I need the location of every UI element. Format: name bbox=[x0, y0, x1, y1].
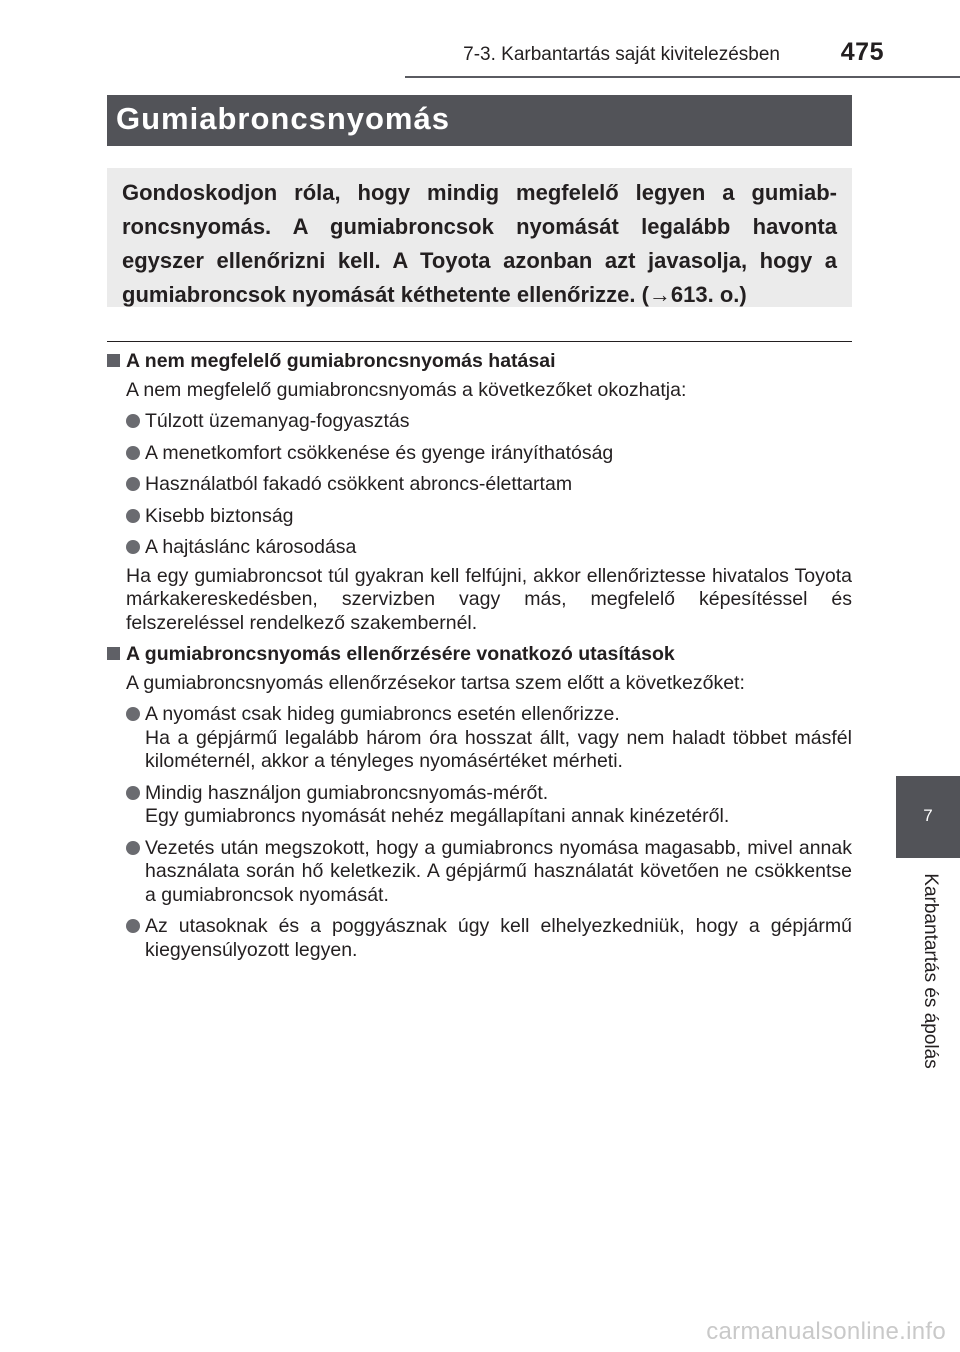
intro-text: Gondoskodjon róla, hogy mindig megfelelő legyen a gumiabroncsnyomás. A gumiabroncsok nyomását legalább havonta egyszer ellenőrizni kell. A Toyota azonban azt javasolja, hogy a gumiabroncsok nyomását kéthetente ellenőrizze. (→613. o.) bbox=[122, 180, 837, 307]
circle-bullet-icon bbox=[126, 841, 140, 855]
square-bullet-icon bbox=[107, 647, 120, 660]
content-divider bbox=[107, 341, 852, 342]
chapter-label: Karbantartás és ápolás bbox=[920, 873, 941, 1069]
chapter-number: 7 bbox=[923, 806, 933, 825]
list-item-detail: Ha a gépjármű legalább három óra hosszat állt, vagy nem haladt többet másfél kilométernél, akkor a tényleges nyomásértéket mérheti. bbox=[145, 726, 852, 772]
list-item-text: A nyomást csak hideg gumiabroncs esetén ellenőrizze. bbox=[145, 703, 620, 725]
section-lead: A gumiabroncsnyomás ellenőrzésekor tartsa szem előtt a következőket: bbox=[126, 671, 745, 694]
watermark: carmanualsonline.info bbox=[706, 1318, 946, 1345]
list-item bbox=[126, 442, 852, 466]
list-item bbox=[126, 837, 852, 908]
circle-bullet-icon bbox=[126, 446, 140, 460]
circle-bullet-icon bbox=[126, 707, 140, 721]
intro-box bbox=[107, 168, 852, 307]
list-item-text: A menetkomfort csökkenése és gyenge irányíthatóság bbox=[145, 441, 614, 464]
list-item-text: Az utasoknak és a poggyásznak úgy kell elhelyezkedniük, hogy a gépjármű kiegyensúlyozott legyen. bbox=[145, 915, 852, 961]
list-item-text: A hajtáslánc károsodása bbox=[145, 536, 357, 558]
page-number: 475 bbox=[840, 38, 884, 66]
list-item-text: Kisebb biztonság bbox=[145, 504, 294, 527]
list-item bbox=[126, 703, 852, 774]
list-item bbox=[126, 782, 852, 829]
list-item bbox=[126, 536, 852, 560]
section-title: 7-3. Karbantartás saját kivitelezésben bbox=[463, 44, 780, 65]
list-item-text: Mindig használjon gumiabroncsnyomás-mérőt. bbox=[145, 781, 549, 804]
circle-bullet-icon bbox=[126, 509, 140, 523]
page-title: Gumiabroncsnyomás bbox=[116, 101, 450, 136]
section-heading-text: A nem megfelelő gumiabroncsnyomás hatásai bbox=[126, 350, 556, 372]
list-item bbox=[126, 505, 852, 529]
square-bullet-icon bbox=[107, 354, 120, 367]
list-item-text: Használatból fakadó csökkent abroncs-élettartam bbox=[145, 473, 573, 495]
circle-bullet-icon bbox=[126, 414, 140, 428]
chapter-tab bbox=[896, 776, 960, 858]
circle-bullet-icon bbox=[126, 540, 140, 554]
header-rule bbox=[405, 76, 960, 78]
circle-bullet-icon bbox=[126, 477, 140, 491]
section-heading bbox=[107, 643, 852, 667]
section-lead: A nem megfelelő gumiabroncsnyomás a következőket okozhatja: bbox=[126, 378, 687, 401]
page-header bbox=[0, 0, 960, 80]
list-item bbox=[126, 473, 852, 497]
section-closing: Ha egy gumiabroncsot túl gyakran kell felfújni, akkor ellenőriztesse hivatalos Toyota márkakereskedésben, szervizben vagy más, megfelelő képesítéssel és felszereléssel rendelkező szakembernél. bbox=[126, 564, 852, 634]
section-heading-text: A gumiabroncsnyomás ellenőrzésére vonatkozó utasítások bbox=[126, 643, 675, 665]
list-item-detail: Egy gumiabroncs nyomását nehéz megállapítani annak kinézetéről. bbox=[145, 805, 730, 827]
title-bar bbox=[107, 95, 852, 146]
circle-bullet-icon bbox=[126, 919, 140, 933]
list-item-text: Túlzott üzemanyag-fogyasztás bbox=[145, 410, 410, 432]
content bbox=[107, 347, 852, 962]
list-item bbox=[126, 915, 852, 962]
circle-bullet-icon bbox=[126, 786, 140, 800]
list-item bbox=[126, 410, 852, 434]
section-heading bbox=[107, 350, 852, 374]
list-item-text: Vezetés után megszokott, hogy a gumiabroncs nyomása magasabb, mivel annak használata során hő keletkezik. A gépjármű használatát követően ne csökkentse a gumiabroncsok nyomását. bbox=[145, 836, 852, 906]
